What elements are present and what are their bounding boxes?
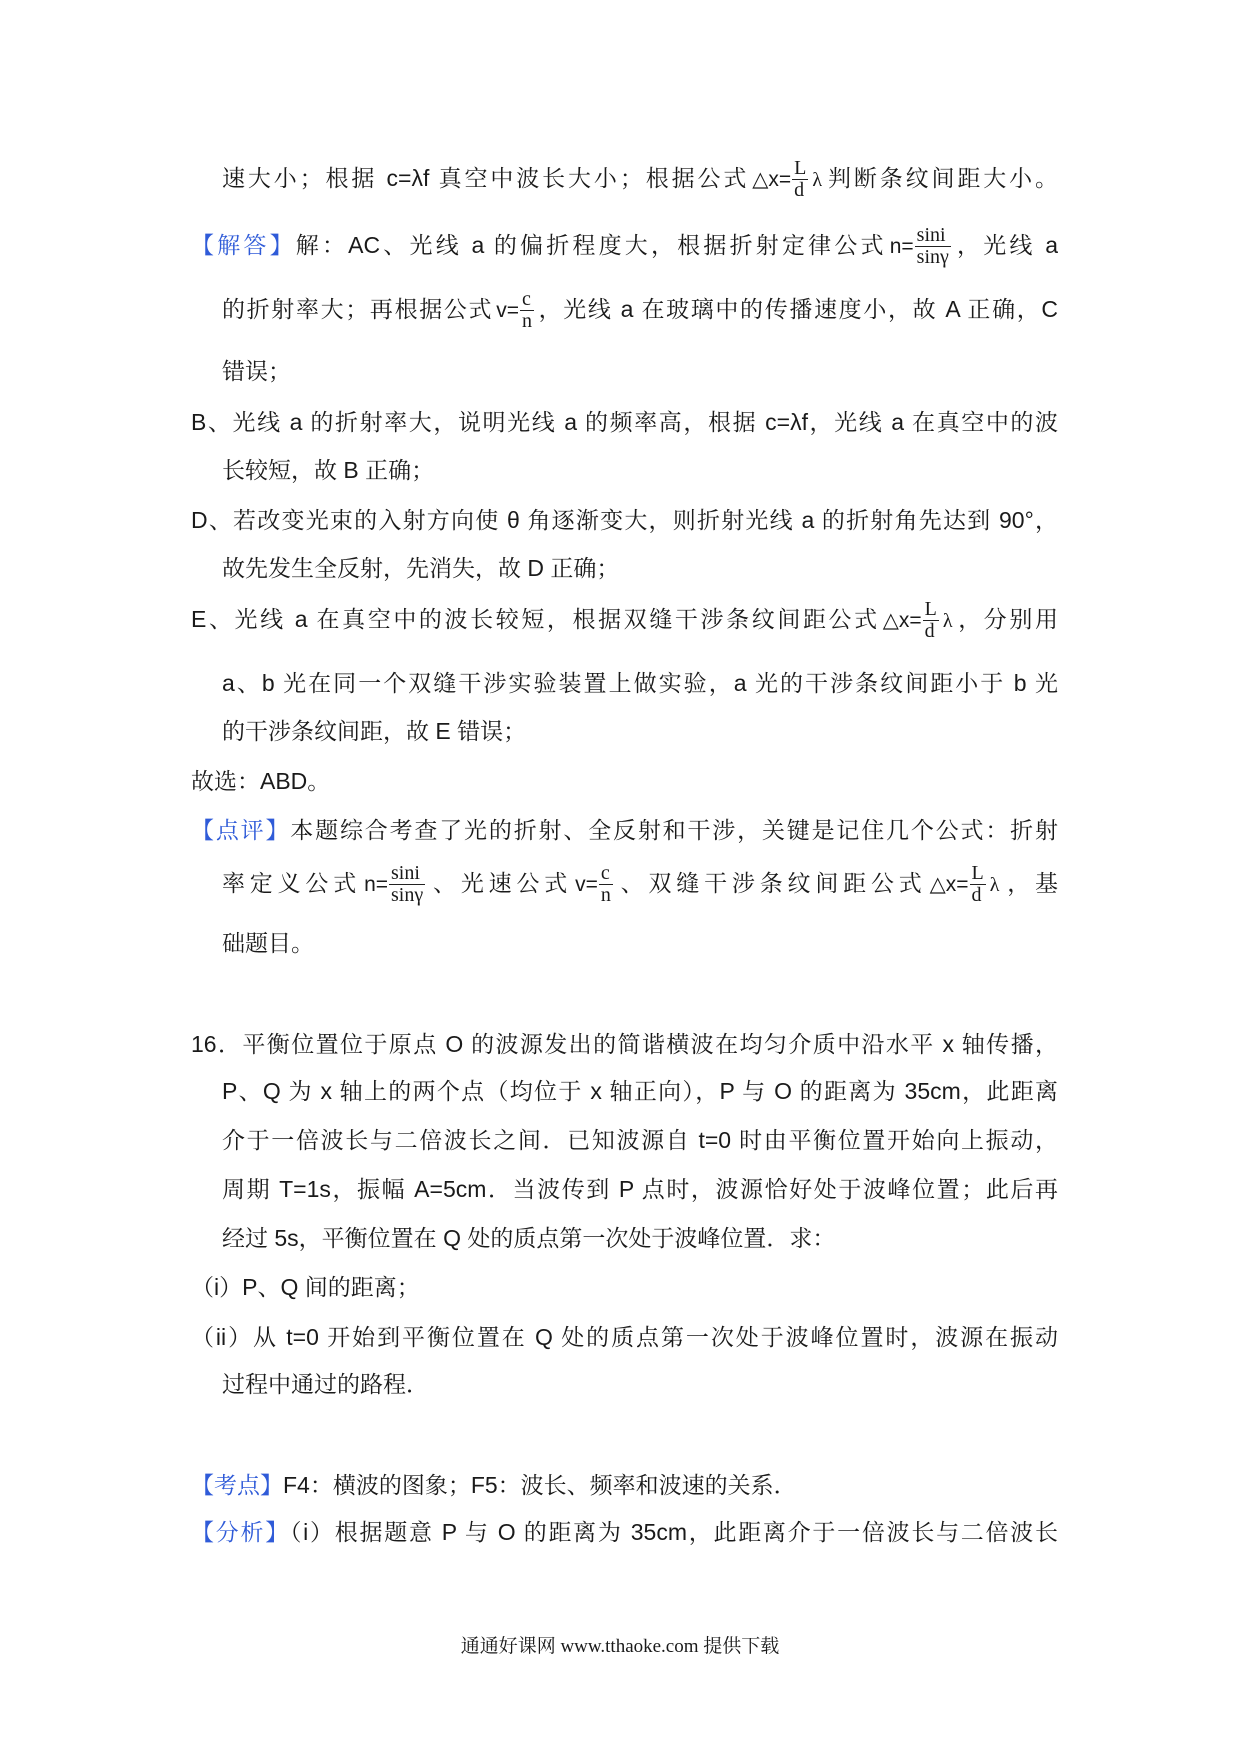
answer-choice: 故选：ABD。 (191, 768, 331, 794)
sub-question-i: （i）P、Q 间的距离； (191, 1274, 420, 1300)
answer-b-line-1: B、光线 a 的折射率大，说明光线 a 的频率高，根据 c=λf，光线 a 在真空中的波 (191, 409, 1058, 435)
numerator: sini (389, 863, 425, 885)
formula-tail: λ (989, 873, 1000, 896)
formula-lhs: v= (575, 872, 598, 896)
numerator: c (599, 863, 613, 885)
denominator: n (521, 310, 532, 333)
text-segment: E、光线 a 在真空中的波长较短，根据双缝干涉条纹间距公式 (191, 606, 880, 632)
comment-line-2 (222, 859, 1058, 907)
text-segment: 判断条纹间距大小。 (825, 165, 1058, 191)
denominator: d (971, 884, 982, 907)
formula-lhs: △x= (929, 872, 969, 896)
question-16-line-3: 介于一倍波长与二倍波长之间．已知波源自 t=0 时由平衡位置开始向上振动， (222, 1127, 1058, 1153)
answer-line-2 (222, 285, 1058, 333)
fringe-spacing-formula (883, 597, 953, 643)
sub-question-ii-line-2: 过程中通过的路程． (222, 1371, 429, 1397)
comment-line-3: 础题目。 (222, 930, 314, 956)
text-segment: ，分别用 (955, 606, 1058, 632)
text-segment: 的折射率大；再根据公式 (222, 296, 494, 322)
numerator: c (520, 289, 534, 311)
text-segment: 速大小；根据 c=λf 真空中波长大小；根据公式 (222, 165, 750, 191)
sub-question-ii-line-1: （ii）从 t=0 开始到平衡位置在 Q 处的质点第一次处于波峰位置时，波源在振动 (191, 1324, 1058, 1350)
light-speed-formula (575, 861, 613, 907)
answer-e-line-1 (191, 595, 1058, 643)
text-segment: 率定义公式 (222, 870, 362, 896)
fraction (792, 158, 808, 201)
analysis-label: 【分析】 (191, 1519, 290, 1545)
test-points-line (191, 1461, 1058, 1509)
formula-lhs: n= (889, 234, 914, 258)
fraction (389, 863, 425, 906)
denominator: d (924, 620, 935, 643)
analysis-line (191, 1508, 1058, 1556)
formula-tail: λ (942, 609, 953, 632)
fraction (923, 599, 939, 642)
text-segment: （i）根据题意 P 与 O 的距离为 35cm，此距离介于一倍波长与二倍波长 (289, 1519, 1058, 1545)
formula-tail: λ (812, 168, 823, 191)
denominator: sinγ (391, 884, 424, 907)
numerator: L (971, 862, 984, 885)
text-segment: ，光线 a 在玻璃中的传播速度小，故 A 正确，C (536, 296, 1058, 322)
answer-line-1 (191, 221, 1058, 269)
answer-e-line-3: 的干涉条纹间距，故 E 错误； (222, 718, 527, 744)
question-16-line-4: 周期 T=1s，振幅 A=5cm．当波传到 P 点时，波源恰好处于波峰位置；此后再 (222, 1176, 1058, 1202)
text-segment: ，光线 a (953, 232, 1058, 258)
numerator: L (924, 598, 937, 621)
formula-lhs: v= (496, 298, 519, 322)
text-segment: ，基 (1002, 870, 1058, 896)
fringe-spacing-formula (752, 156, 822, 202)
test-points-label: 【考点】 (191, 1472, 283, 1498)
refraction-index-formula (890, 223, 951, 269)
formula-lhs: △x= (752, 167, 792, 191)
question-16-line-2: P、Q 为 x 轴上的两个点（均位于 x 轴正向），P 与 O 的距离为 35cm，此距离 (222, 1078, 1058, 1104)
answer-label: 【解答】 (191, 232, 296, 258)
light-speed-formula (496, 287, 534, 333)
fraction (915, 225, 951, 268)
question-16-line-1: 16．平衡位置位于原点 O 的波源发出的简谐横波在均匀介质中沿水平 x 轴传播， (191, 1031, 1058, 1057)
denominator: n (600, 884, 611, 907)
denominator: d (794, 179, 805, 202)
fraction (599, 863, 613, 906)
fringe-spacing-formula (930, 861, 1000, 907)
denominator: sinγ (916, 246, 949, 269)
numerator: sini (915, 225, 951, 247)
text-segment: 本题综合考查了光的折射、全反射和干涉，关键是记住几个公式：折射 (290, 817, 1058, 843)
question-16-line-5: 经过 5s，平衡位置在 Q 处的质点第一次处于波峰位置．求： (222, 1225, 836, 1251)
comment-label: 【点评】 (191, 817, 291, 843)
answer-e-line-2: a、b 光在同一个双缝干涉实验装置上做实验，a 光的干涉条纹间距小于 b 光 (222, 670, 1058, 696)
text-segment: F4：横波的图象；F5：波长、频率和波速的关系． (283, 1472, 797, 1498)
answer-line-3: 错误； (222, 358, 291, 384)
formula-lhs: △x= (882, 608, 922, 632)
numerator: L (794, 157, 807, 180)
fraction (970, 863, 986, 906)
analysis-tail-line (222, 154, 1058, 202)
fraction (520, 289, 534, 332)
answer-d-line-1: D、若改变光束的入射方向使 θ 角逐渐变大，则折射光线 a 的折射角先达到 90°， (191, 507, 1058, 533)
refraction-index-formula (364, 861, 425, 907)
answer-b-line-2: 长较短，故 B 正确； (222, 457, 435, 483)
comment-line-1 (191, 806, 1058, 854)
text-segment: 、光速公式 (428, 870, 573, 896)
formula-lhs: n= (364, 872, 389, 896)
text-segment: 解：AC、光线 a 的偏折程度大，根据折射定律公式 (295, 232, 887, 258)
answer-d-line-2: 故先发生全反射，先消失，故 D 正确； (222, 555, 620, 581)
page-footer: 通通好课网 www.tthaoke.com 提供下载 (460, 1636, 780, 1657)
text-segment: 、双缝干涉条纹间距公式 (615, 870, 927, 896)
